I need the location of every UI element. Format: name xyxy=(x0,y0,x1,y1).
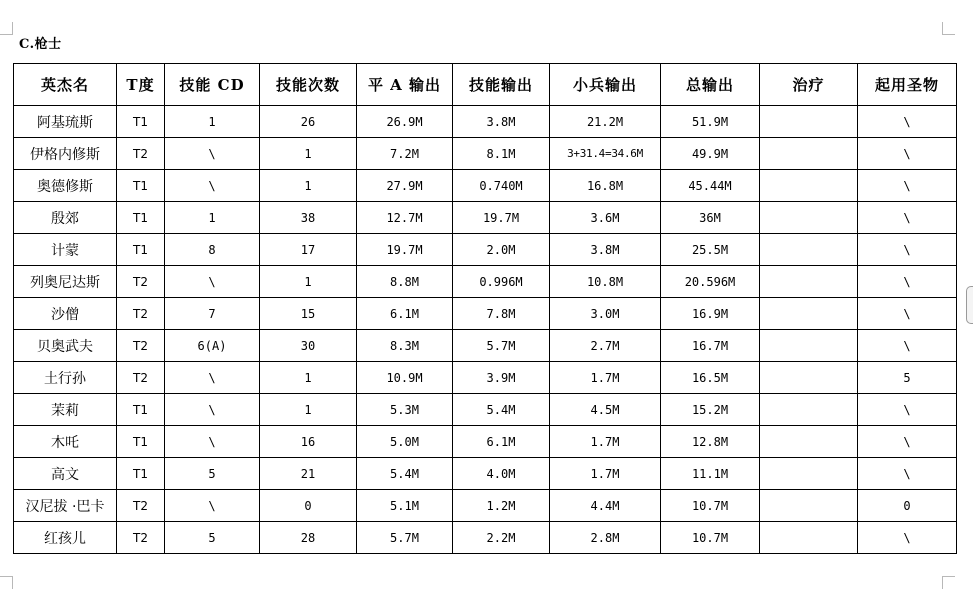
cell-total-output: 16.9M xyxy=(661,298,760,330)
cell-skill-output: 4.0M xyxy=(453,458,550,490)
cell-hero-name: 奥德修斯 xyxy=(14,170,117,202)
cell-healing xyxy=(760,330,858,362)
cell-hero-name: 土行孙 xyxy=(14,362,117,394)
cell-skill-count: 28 xyxy=(260,522,357,554)
table-row xyxy=(14,330,957,362)
cell-healing xyxy=(760,362,858,394)
cell-minion-output: 1.7M xyxy=(550,458,661,490)
cell-relic-used: 0 xyxy=(858,490,957,522)
cell-hero-name: 木吒 xyxy=(14,426,117,458)
cell-skill-cd: \ xyxy=(165,170,260,202)
cell-skill-count: 1 xyxy=(260,394,357,426)
cell-skill-count: 17 xyxy=(260,234,357,266)
cell-relic-used: \ xyxy=(858,266,957,298)
table-row xyxy=(14,362,957,394)
cell-skill-output: 5.4M xyxy=(453,394,550,426)
cell-relic-used: \ xyxy=(858,170,957,202)
cell-relic-used: \ xyxy=(858,426,957,458)
cell-skill-cd: 1 xyxy=(165,106,260,138)
cell-basic-attack-output: 12.7M xyxy=(357,202,453,234)
cell-hero-name: 沙僧 xyxy=(14,298,117,330)
cell-skill-output: 1.2M xyxy=(453,490,550,522)
cell-healing xyxy=(760,138,858,170)
cell-relic-used: \ xyxy=(858,522,957,554)
cell-skill-count: 1 xyxy=(260,170,357,202)
cell-basic-attack-output: 8.3M xyxy=(357,330,453,362)
cell-total-output: 11.1M xyxy=(661,458,760,490)
cell-total-output: 12.8M xyxy=(661,426,760,458)
cell-skill-output: 3.8M xyxy=(453,106,550,138)
cell-skill-cd: \ xyxy=(165,490,260,522)
cell-minion-output: 16.8M xyxy=(550,170,661,202)
cell-skill-count: 1 xyxy=(260,362,357,394)
cell-minion-output: 3.8M xyxy=(550,234,661,266)
cell-total-output: 15.2M xyxy=(661,394,760,426)
header-relic-used: 起用圣物 xyxy=(858,64,957,106)
cell-basic-attack-output: 5.0M xyxy=(357,426,453,458)
cell-tier: T1 xyxy=(117,234,165,266)
cell-skill-cd: 6(A) xyxy=(165,330,260,362)
cell-skill-cd: 5 xyxy=(165,458,260,490)
cell-relic-used: \ xyxy=(858,394,957,426)
cell-tier: T1 xyxy=(117,426,165,458)
cell-total-output: 10.7M xyxy=(661,490,760,522)
cell-healing xyxy=(760,394,858,426)
cell-minion-output: 1.7M xyxy=(550,426,661,458)
cell-minion-output: 2.7M xyxy=(550,330,661,362)
cell-tier: T2 xyxy=(117,138,165,170)
cell-skill-cd: \ xyxy=(165,138,260,170)
cell-tier: T1 xyxy=(117,106,165,138)
cell-relic-used: \ xyxy=(858,106,957,138)
cell-skill-output: 19.7M xyxy=(453,202,550,234)
page-corner-mark-bottom-left xyxy=(0,576,13,589)
cell-healing xyxy=(760,298,858,330)
cell-tier: T1 xyxy=(117,458,165,490)
cell-minion-output: 3+31.4=34.6M xyxy=(550,138,661,170)
cell-healing xyxy=(760,458,858,490)
cell-total-output: 16.7M xyxy=(661,330,760,362)
side-panel-handle[interactable] xyxy=(966,286,973,324)
cell-skill-count: 21 xyxy=(260,458,357,490)
cell-minion-output: 21.2M xyxy=(550,106,661,138)
cell-skill-output: 2.0M xyxy=(453,234,550,266)
table-row xyxy=(14,170,957,202)
cell-hero-name: 汉尼拔 ·巴卡 xyxy=(14,490,117,522)
cell-skill-output: 8.1M xyxy=(453,138,550,170)
cell-skill-cd: 8 xyxy=(165,234,260,266)
table-row xyxy=(14,522,957,554)
cell-skill-count: 38 xyxy=(260,202,357,234)
cell-total-output: 51.9M xyxy=(661,106,760,138)
cell-tier: T1 xyxy=(117,394,165,426)
cell-total-output: 25.5M xyxy=(661,234,760,266)
table-row xyxy=(14,106,957,138)
cell-skill-cd: 5 xyxy=(165,522,260,554)
cell-tier: T2 xyxy=(117,362,165,394)
cell-basic-attack-output: 5.4M xyxy=(357,458,453,490)
cell-skill-count: 30 xyxy=(260,330,357,362)
cell-total-output: 10.7M xyxy=(661,522,760,554)
cell-total-output: 36M xyxy=(661,202,760,234)
cell-hero-name: 计蒙 xyxy=(14,234,117,266)
table-row xyxy=(14,202,957,234)
header-total-output: 总输出 xyxy=(661,64,760,106)
cell-tier: T2 xyxy=(117,330,165,362)
cell-tier: T2 xyxy=(117,522,165,554)
cell-healing xyxy=(760,522,858,554)
table-row xyxy=(14,458,957,490)
cell-skill-output: 7.8M xyxy=(453,298,550,330)
table-row xyxy=(14,298,957,330)
table-row xyxy=(14,234,957,266)
cell-skill-count: 0 xyxy=(260,490,357,522)
cell-basic-attack-output: 8.8M xyxy=(357,266,453,298)
cell-skill-output: 2.2M xyxy=(453,522,550,554)
cell-minion-output: 3.0M xyxy=(550,298,661,330)
cell-healing xyxy=(760,106,858,138)
cell-skill-cd: \ xyxy=(165,426,260,458)
cell-skill-output: 6.1M xyxy=(453,426,550,458)
cell-skill-count: 26 xyxy=(260,106,357,138)
table-body xyxy=(14,106,957,554)
cell-relic-used: \ xyxy=(858,330,957,362)
cell-total-output: 45.44M xyxy=(661,170,760,202)
cell-basic-attack-output: 5.1M xyxy=(357,490,453,522)
page-corner-mark-top-right xyxy=(942,22,955,35)
hero-output-table xyxy=(13,63,957,554)
cell-healing xyxy=(760,266,858,298)
header-minion-output: 小兵输出 xyxy=(550,64,661,106)
cell-healing xyxy=(760,202,858,234)
cell-basic-attack-output: 5.7M xyxy=(357,522,453,554)
cell-basic-attack-output: 19.7M xyxy=(357,234,453,266)
header-tier: T度 xyxy=(117,64,165,106)
cell-skill-count: 16 xyxy=(260,426,357,458)
table-header-row xyxy=(14,64,957,106)
cell-tier: T1 xyxy=(117,170,165,202)
cell-skill-cd: 1 xyxy=(165,202,260,234)
cell-total-output: 49.9M xyxy=(661,138,760,170)
cell-hero-name: 殷郊 xyxy=(14,202,117,234)
table-row xyxy=(14,394,957,426)
cell-skill-output: 0.996M xyxy=(453,266,550,298)
cell-basic-attack-output: 10.9M xyxy=(357,362,453,394)
cell-hero-name: 阿基琉斯 xyxy=(14,106,117,138)
header-healing: 治疗 xyxy=(760,64,858,106)
cell-skill-count: 1 xyxy=(260,266,357,298)
cell-minion-output: 4.4M xyxy=(550,490,661,522)
cell-skill-output: 0.740M xyxy=(453,170,550,202)
table-row xyxy=(14,266,957,298)
cell-minion-output: 2.8M xyxy=(550,522,661,554)
cell-hero-name: 伊格内修斯 xyxy=(14,138,117,170)
header-skill-count: 技能次数 xyxy=(260,64,357,106)
cell-hero-name: 红孩儿 xyxy=(14,522,117,554)
cell-hero-name: 列奥尼达斯 xyxy=(14,266,117,298)
table-row xyxy=(14,490,957,522)
cell-total-output: 16.5M xyxy=(661,362,760,394)
cell-skill-cd: \ xyxy=(165,394,260,426)
header-skill-output: 技能输出 xyxy=(453,64,550,106)
table-row xyxy=(14,426,957,458)
cell-tier: T1 xyxy=(117,202,165,234)
cell-healing xyxy=(760,490,858,522)
cell-skill-cd: \ xyxy=(165,266,260,298)
cell-healing xyxy=(760,426,858,458)
page-corner-mark-top-left xyxy=(0,22,13,35)
cell-tier: T2 xyxy=(117,490,165,522)
cell-minion-output: 3.6M xyxy=(550,202,661,234)
cell-basic-attack-output: 5.3M xyxy=(357,394,453,426)
header-basic-attack-output: 平 A 输出 xyxy=(357,64,453,106)
cell-total-output: 20.596M xyxy=(661,266,760,298)
cell-skill-cd: \ xyxy=(165,362,260,394)
cell-skill-count: 15 xyxy=(260,298,357,330)
cell-relic-used: \ xyxy=(858,458,957,490)
cell-tier: T2 xyxy=(117,298,165,330)
cell-skill-output: 5.7M xyxy=(453,330,550,362)
header-skill-cd: 技能 CD xyxy=(165,64,260,106)
cell-basic-attack-output: 27.9M xyxy=(357,170,453,202)
cell-relic-used: \ xyxy=(858,234,957,266)
table-row xyxy=(14,138,957,170)
cell-healing xyxy=(760,170,858,202)
cell-hero-name: 高文 xyxy=(14,458,117,490)
header-hero-name: 英杰名 xyxy=(14,64,117,106)
cell-basic-attack-output: 7.2M xyxy=(357,138,453,170)
cell-relic-used: \ xyxy=(858,298,957,330)
cell-healing xyxy=(760,234,858,266)
cell-tier: T2 xyxy=(117,266,165,298)
cell-minion-output: 4.5M xyxy=(550,394,661,426)
cell-hero-name: 贝奥武夫 xyxy=(14,330,117,362)
section-heading: C.枪士 xyxy=(19,37,62,52)
cell-basic-attack-output: 6.1M xyxy=(357,298,453,330)
cell-skill-output: 3.9M xyxy=(453,362,550,394)
cell-minion-output: 10.8M xyxy=(550,266,661,298)
page-corner-mark-bottom-right xyxy=(942,576,955,589)
cell-relic-used: \ xyxy=(858,138,957,170)
cell-skill-cd: 7 xyxy=(165,298,260,330)
cell-relic-used: 5 xyxy=(858,362,957,394)
cell-hero-name: 茉莉 xyxy=(14,394,117,426)
cell-basic-attack-output: 26.9M xyxy=(357,106,453,138)
cell-relic-used: \ xyxy=(858,202,957,234)
cell-skill-count: 1 xyxy=(260,138,357,170)
cell-minion-output: 1.7M xyxy=(550,362,661,394)
